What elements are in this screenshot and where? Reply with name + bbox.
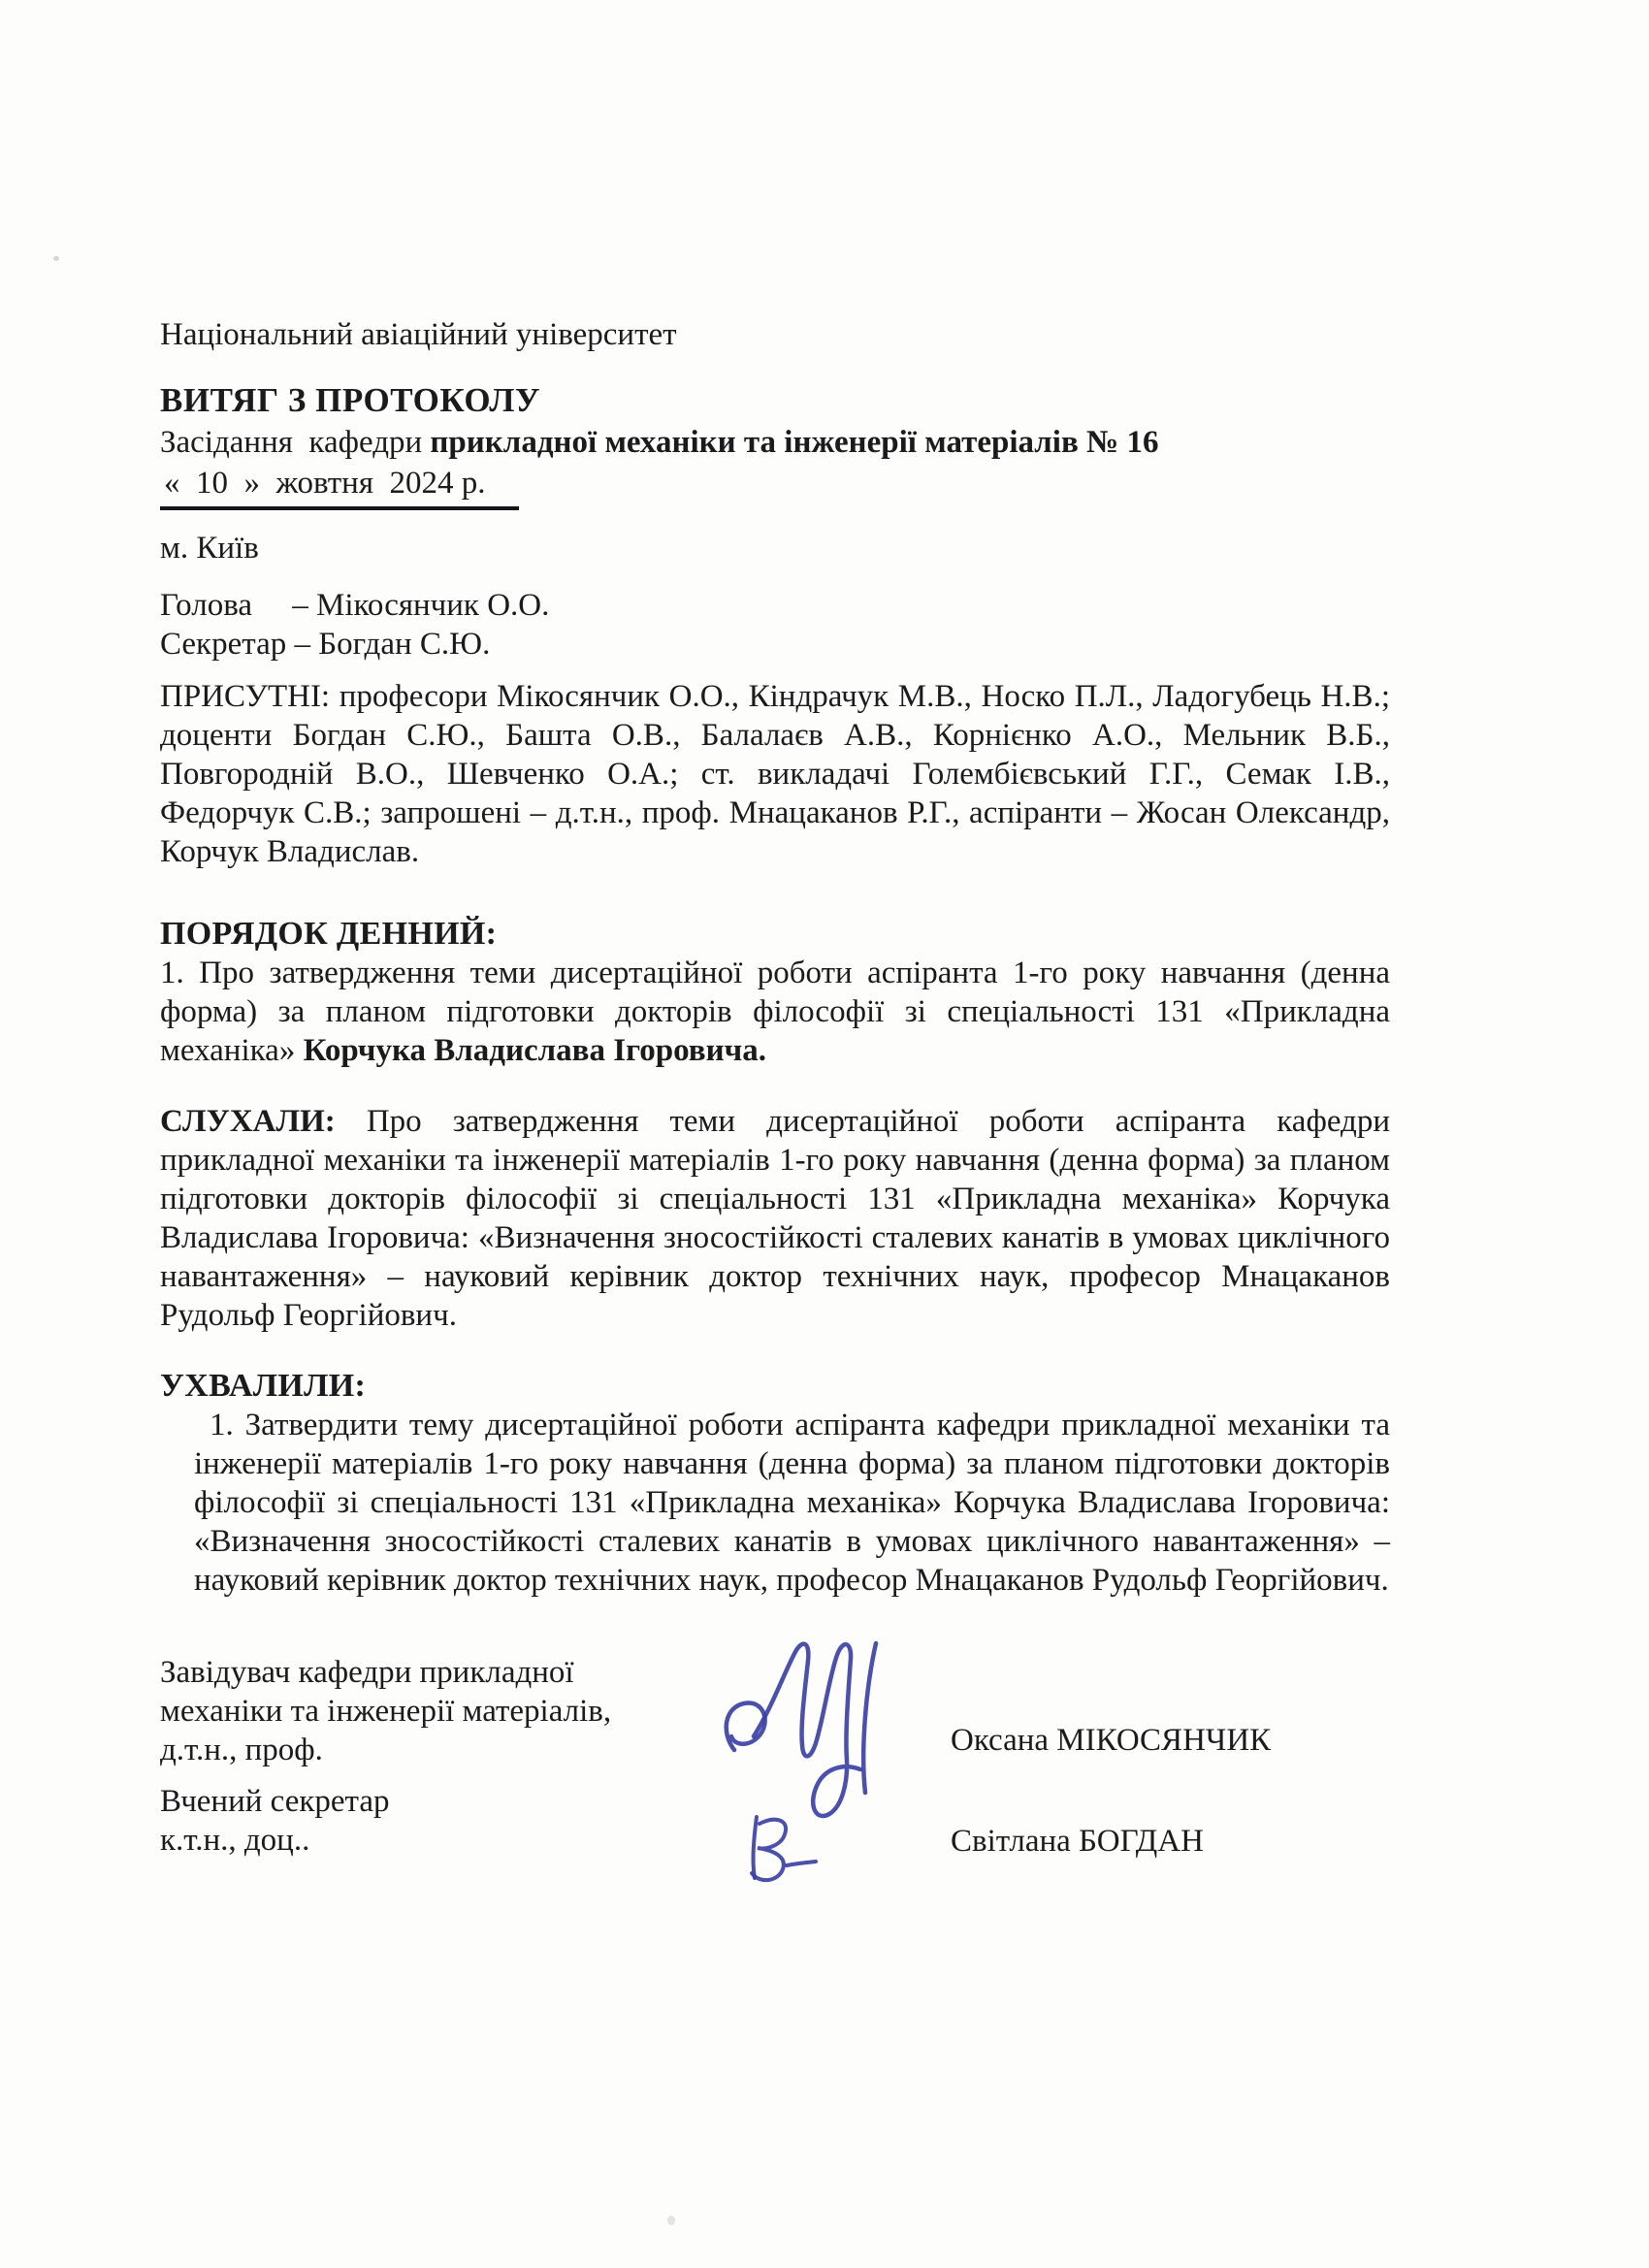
role1-line2: механіки та інженерії матеріалів, [160, 1694, 612, 1729]
meeting-subtitle-prefix: Засідання кафедри [160, 425, 431, 460]
signatory-name-2: Світлана БОГДАН [951, 1824, 1204, 1859]
role2-line2: к.т.н., доц.. [160, 1823, 310, 1858]
resolved-heading: УХВАЛИЛИ: [160, 1368, 367, 1404]
meeting-subtitle [160, 423, 1390, 462]
agenda-item-text: 1. Про затвердження теми дисертаційної роботи аспіранта 1-го року навчання (денна форма) за планом підготовки докторів філософії зі спеціальності 131 «Прикладна механіка» [160, 956, 1390, 1068]
city-line: м. Київ [160, 531, 259, 566]
meeting-date-underlined: « 10 » жовтня 2024 р. [160, 464, 519, 510]
agenda-heading: ПОРЯДОК ДЕННИЙ: [160, 916, 498, 952]
agenda-item-name: Корчука Владислава Ігоровича. [303, 1033, 766, 1068]
document-body [160, 315, 1390, 1925]
role1-line1: Завідувач кафедри прикладної [160, 1655, 574, 1690]
document-title: ВИТЯГ З ПРОТОКОЛУ [160, 381, 541, 419]
meeting-subtitle-department: прикладної механіки та інженерії матеріалів № 16 [430, 425, 1159, 460]
resolved-item-paragraph: 1. Затвердити тему дисертаційної роботи аспіранта кафедри прикладної механіки та інженерії матеріалів 1-го року навчання (денна форма) за планом підготовки докторів філософії зі спеціальності 131 «Прикладна механіка» Корчука Владислава Ігоровича: «Визначення зносостійкості сталевих канатів в умовах циклічного навантаження» – науковий керівник доктор технічних наук, професор Мнацаканов Рудольф Георгійович. [194, 1408, 1390, 1598]
university-name: Національний авіаційний університет [160, 317, 677, 352]
secretary-line: Секретар – Богдан С.Ю. [160, 627, 491, 662]
chair-line: Голова – Мікосянчик О.О. [160, 588, 550, 623]
heard-label: СЛУХАЛИ: [160, 1104, 336, 1139]
signoff-roles [160, 1653, 645, 1860]
heard-text: Про затвердження теми дисертаційної роботи аспіранта кафедри прикладної механіки та інженерії матеріалів 1-го року навчання (денна форма) за планом підготовки докторів філософії зі спеціальності 131 «Прикладна механіка» Корчука Владислава Ігоровича: «Визначення зносостійкості сталевих канатів в умовах циклічного навантаження» – науковий керівник доктор технічних наук, професор Мнацаканов Рудольф Георгійович. [160, 1104, 1390, 1333]
present-paragraph [160, 677, 1390, 871]
scan-speck [53, 256, 59, 261]
signature-secretary-ink [730, 1810, 823, 1893]
agenda-item-paragraph [160, 954, 1390, 1070]
scan-speck [667, 2216, 675, 2225]
signature-block [160, 1653, 1390, 1925]
signature-head-of-department-ink [713, 1636, 917, 1834]
role1-line3: д.т.н., проф. [160, 1733, 323, 1767]
heard-paragraph [160, 1102, 1390, 1335]
signatory-name-1: Оксана МІКОСЯНЧИК [951, 1723, 1272, 1758]
meeting-date [160, 464, 1390, 510]
role2-line1: Вчений секретар [160, 1784, 390, 1819]
present-list: професори Мікосянчик О.О., Кіндрачук М.В., Носко П.Л., Ладогубець Н.В.; доценти Богдан С.Ю., Башта О.В., Балалаєв А.В., Корнієнко А.О., Мельник В.Б., Повгородній В.О., Шевченко О.А.; ст. викладачі Голембієвський Г.Г., Семак І.В., Федорчук С.В.; запрошені – д.т.н., проф. Мнацаканов Р.Г., аспіранти – Жосан Олександр, Корчук Владислав. [160, 679, 1390, 869]
present-label: ПРИСУТНІ: [160, 679, 331, 714]
